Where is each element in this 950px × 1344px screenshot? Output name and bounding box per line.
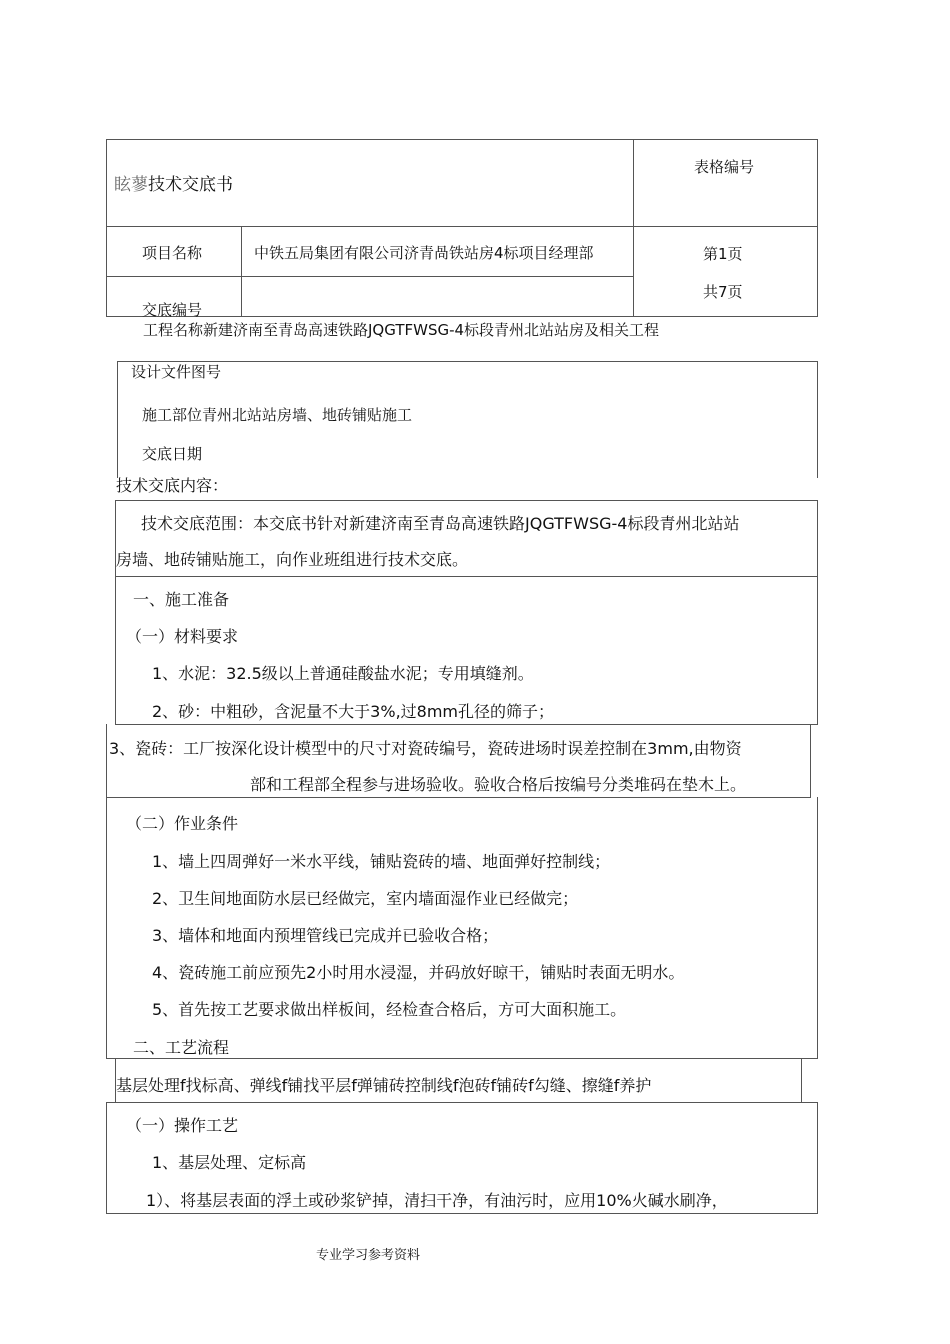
condition-5: 5、首先按工艺要求做出样板间，经检查合格后，方可大面积施工。 (152, 1000, 627, 1019)
construction-part: 施工部位青州北站站房墙、地砖铺贴施工 (142, 406, 413, 424)
operation-heading: （一）操作工艺 (126, 1116, 239, 1135)
content-label: 技术交底内容： (116, 476, 229, 495)
footer-note: 专业学习参考资料 (316, 1248, 421, 1263)
page-current: 第1页 (703, 245, 743, 263)
conditions-heading: （二）作业条件 (126, 814, 239, 833)
material-2: 2、砂：中粗砂，含泥量不大于3%,过8mm孔径的筛子； (152, 702, 555, 721)
material-1: 1、水泥：32.5级以上普通硅酸盐水泥；专用填缝剂。 (152, 664, 534, 683)
material-3-line-1: 3、瓷砖：工厂按深化设计模型中的尺寸对瓷砖编号，瓷砖进场时误差控制在3mm,由物资 (109, 739, 742, 758)
disclosure-no-label: 交底编号 (142, 301, 203, 319)
condition-4: 4、瓷砖施工前应预先2小时用水浸湿，并码放好晾干，铺贴时表面无明水。 (152, 963, 685, 982)
operation-step-1: 1、基层处理、定标高 (152, 1153, 307, 1172)
materials-heading: （一）材料要求 (126, 627, 239, 646)
date-label: 交底日期 (142, 445, 203, 463)
title-prefix: 眩蓼 (114, 175, 148, 195)
project-label: 项目名称 (142, 244, 203, 262)
page-total: 共7页 (703, 283, 743, 301)
material-3-line-2: 部和工程部全程参与进场验收。验收合格后按编号分类堆码在垫木上。 (250, 775, 747, 794)
operation-step-1-1: 1）、将基层表面的浮土或砂浆铲掉，清扫干净，有油污时，应用10%火碱水刷净， (146, 1191, 728, 1210)
form-no-label: 表格编号 (694, 158, 755, 176)
project-name-line: 工程名称新建济南至青岛高速铁路JQGTFWSG-4标段青州北站站房及相关工程 (143, 321, 660, 339)
condition-2: 2、卫生间地面防水层已经做完，室内墙面湿作业已经做完； (152, 889, 579, 908)
scope-line-2: 房墙、地砖铺贴施工，向作业班组进行技术交底。 (116, 550, 469, 569)
document-title (114, 175, 233, 195)
process-heading: 二、工艺流程 (133, 1038, 230, 1057)
condition-3: 3、墙体和地面内预埋管线已完成并已验收合格； (152, 926, 499, 945)
scope-line-1: 技术交底范围：本交底书针对新建济南至青岛高速铁路JQGTFWSG-4标段青州北站站 (141, 514, 740, 533)
condition-1: 1、墙上四周弹好一米水平线，铺贴瓷砖的墙、地面弹好控制线； (152, 852, 611, 871)
process-flow: 基层处理f找标高、弹线f铺找平层f弹铺砖控制线f泡砖f铺砖f勾缝、擦缝f养护 (116, 1076, 652, 1095)
design-doc-label: 设计文件图号 (131, 363, 222, 381)
prep-heading: 一、施工准备 (133, 590, 230, 609)
title-text: 技术交底书 (148, 175, 233, 195)
project-value: 中铁五局集团有限公司济青咼铁站房4标项目经理部 (254, 244, 594, 262)
